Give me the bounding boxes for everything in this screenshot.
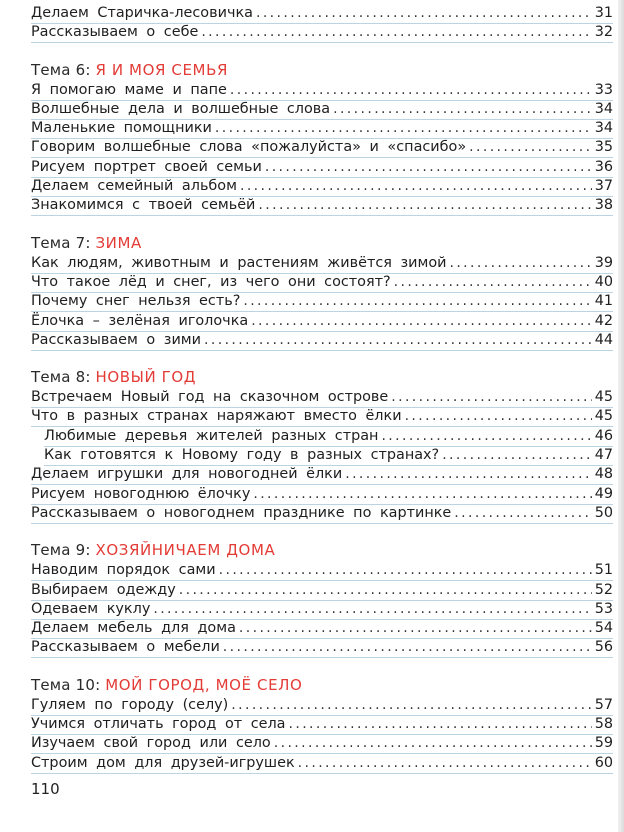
- entry-page: 45: [594, 408, 613, 425]
- entry-page: 52: [594, 581, 613, 598]
- theme-title: ЗИМА: [95, 233, 142, 252]
- entry-title: Как готовятся к Новому году в разных странах?: [44, 447, 440, 464]
- dot-leader: [333, 100, 592, 119]
- toc-entry[interactable]: [31, 254, 613, 274]
- toc-row[interactable]: [31, 273, 613, 292]
- entry-page: 38: [594, 197, 613, 214]
- toc-entry[interactable]: [31, 331, 613, 351]
- entry-title: Что такое лёд и снег, из чего они состоят?: [31, 273, 391, 290]
- entry-page: 50: [594, 504, 613, 521]
- toc-section-theme-9: [31, 540, 613, 657]
- dot-leader: [231, 696, 591, 715]
- dot-leader: [179, 581, 592, 600]
- entry-page: 54: [594, 620, 613, 637]
- toc-section-theme-8: [31, 367, 613, 523]
- theme-heading: [31, 60, 613, 80]
- toc-entry[interactable]: [31, 23, 613, 43]
- toc-row[interactable]: [31, 254, 613, 273]
- toc-section-theme-7: [31, 233, 613, 350]
- toc-row[interactable]: [31, 196, 613, 215]
- entry-page: 36: [594, 158, 613, 175]
- theme-heading: [31, 233, 613, 253]
- dot-leader: [394, 273, 592, 292]
- dot-leader: [442, 446, 591, 465]
- toc-entry[interactable]: [31, 100, 613, 120]
- toc-entry[interactable]: [44, 427, 613, 447]
- toc-row[interactable]: [31, 81, 613, 100]
- entry-page: 47: [594, 447, 613, 464]
- toc-row[interactable]: [31, 715, 613, 734]
- toc-row[interactable]: [31, 100, 613, 119]
- theme-title: Я И МОЯ СЕМЬЯ: [95, 60, 228, 79]
- entry-page: 41: [594, 293, 613, 310]
- entry-page: 35: [594, 139, 613, 156]
- dot-leader: [251, 312, 591, 331]
- entry-title: Гуляем по городу (селу): [31, 696, 229, 713]
- toc-entry[interactable]: [31, 696, 613, 716]
- entry-title: Учимся отличать город от села: [31, 716, 286, 733]
- toc-entry[interactable]: [31, 485, 613, 505]
- toc-section-continued: [31, 4, 613, 43]
- entry-title: Делаем семейный альбом: [31, 178, 237, 195]
- dot-leader: [240, 177, 592, 196]
- toc-entry[interactable]: [31, 561, 613, 581]
- entry-page: 45: [594, 389, 613, 406]
- entry-page: 56: [594, 639, 613, 656]
- toc-row[interactable]: [31, 600, 613, 619]
- toc-entry[interactable]: [31, 158, 613, 178]
- entry-page: 32: [594, 24, 613, 41]
- toc-row[interactable]: [31, 119, 613, 138]
- entry-page: 42: [594, 312, 613, 329]
- entry-title: Как людям, животным и растениям живётся зимой: [31, 254, 447, 271]
- entry-title: Волшебные дела и волшебные слова: [31, 100, 331, 117]
- dot-leader: [454, 504, 591, 523]
- entry-page: 34: [594, 100, 613, 117]
- toc-entry[interactable]: [31, 196, 613, 216]
- dot-leader: [265, 158, 592, 177]
- entry-title: Делаем игрушки для новогодней ёлки: [31, 466, 343, 483]
- toc-row[interactable]: [31, 138, 613, 157]
- page-number: 110: [31, 780, 60, 798]
- theme-label: Тема 8:: [31, 368, 91, 387]
- theme-label: Тема 10:: [31, 675, 101, 694]
- theme-heading: [31, 367, 613, 387]
- dot-leader: [239, 619, 592, 638]
- entry-page: 31: [594, 5, 613, 21]
- entry-page: 37: [594, 178, 613, 195]
- toc-entry[interactable]: [31, 138, 613, 158]
- entry-title: Любимые деревья жителей разных стран: [44, 427, 379, 444]
- dot-leader: [256, 4, 592, 23]
- toc-entry[interactable]: [31, 388, 613, 408]
- toc-entry[interactable]: [31, 177, 613, 197]
- theme-title: НОВЫЙ ГОД: [95, 368, 197, 387]
- toc-row[interactable]: [31, 177, 613, 196]
- toc-entry[interactable]: [31, 619, 613, 639]
- toc-row[interactable]: [31, 561, 613, 580]
- toc-row[interactable]: [31, 581, 613, 600]
- entry-page: 60: [594, 754, 613, 771]
- toc-row[interactable]: [31, 734, 613, 753]
- toc-entry[interactable]: [31, 273, 613, 293]
- theme-heading: [31, 675, 613, 695]
- dot-leader: [215, 119, 592, 138]
- entry-page: 48: [594, 466, 613, 483]
- dot-leader: [469, 138, 592, 157]
- entry-title: Рисуем портрет своей семьи: [31, 158, 262, 175]
- toc-entry[interactable]: [31, 407, 613, 427]
- entry-page: 33: [594, 81, 613, 98]
- entry-title: Делаем мебель для дома: [31, 620, 236, 637]
- toc-row[interactable]: [31, 619, 613, 638]
- theme-title: МОЙ ГОРОД, МОЁ СЕЛО: [105, 675, 303, 694]
- dot-leader: [405, 407, 592, 426]
- entry-page: 59: [594, 735, 613, 752]
- entry-title: Изучаем свой город или село: [31, 735, 271, 752]
- toc-section-theme-10: [31, 675, 613, 773]
- entry-title: Что в разных странах наряжают вместо ёлки: [31, 408, 402, 425]
- toc-entry[interactable]: [31, 715, 613, 735]
- dot-leader: [253, 485, 591, 504]
- dot-leader: [274, 734, 592, 753]
- toc-row[interactable]: [31, 754, 613, 773]
- toc-entry[interactable]: [31, 465, 613, 485]
- toc-entry[interactable]: [31, 81, 613, 101]
- dot-leader: [391, 388, 591, 407]
- entry-title: Делаем Старичка-лесовичка: [31, 5, 253, 21]
- entry-page: 46: [594, 427, 613, 444]
- theme-heading: [31, 540, 613, 560]
- entry-page: 34: [594, 120, 613, 137]
- entry-page: 39: [594, 254, 613, 271]
- entry-page: 49: [594, 485, 613, 502]
- dot-leader: [289, 715, 592, 734]
- entry-title: Почему снег нельзя есть?: [31, 293, 241, 310]
- toc-entry[interactable]: [31, 638, 613, 658]
- toc-row[interactable]: [31, 407, 613, 426]
- theme-label: Тема 9:: [31, 541, 91, 560]
- entry-title: Говорим волшебные слова «пожалуйста» и «спасибо»: [31, 139, 467, 156]
- toc-entry[interactable]: [31, 119, 613, 139]
- dot-leader: [204, 331, 592, 350]
- dot-leader: [243, 292, 591, 311]
- dot-leader: [345, 465, 591, 484]
- toc-entry[interactable]: [31, 600, 613, 620]
- entry-title: Наводим порядок сами: [31, 562, 216, 579]
- dot-leader: [153, 600, 591, 619]
- toc-row[interactable]: [31, 331, 613, 350]
- toc-entry[interactable]: [44, 446, 613, 466]
- entry-title: Рассказываем о себе: [31, 24, 199, 41]
- dot-leader: [258, 196, 591, 215]
- entry-title: Маленькие помощники: [31, 120, 212, 137]
- toc-entry[interactable]: [31, 292, 613, 312]
- dot-leader: [223, 638, 592, 657]
- entry-title: Рассказываем о мебели: [31, 639, 220, 656]
- toc-row-sub[interactable]: [31, 427, 613, 446]
- dot-leader: [449, 254, 591, 273]
- entry-title: Я помогаю маме и папе: [31, 81, 227, 98]
- theme-label: Тема 7:: [31, 233, 91, 252]
- dot-leader: [201, 23, 591, 42]
- toc-entry[interactable]: [31, 312, 613, 332]
- toc-row[interactable]: [31, 158, 613, 177]
- toc-row[interactable]: [31, 696, 613, 715]
- entry-title: Строим дом для друзей-игрушек: [31, 754, 295, 771]
- toc-row[interactable]: [31, 388, 613, 407]
- entry-page: 44: [594, 331, 613, 348]
- toc-entry[interactable]: [31, 504, 613, 524]
- dot-leader: [219, 561, 592, 580]
- theme-label: Тема 6:: [31, 60, 91, 79]
- toc-row[interactable]: [31, 638, 613, 657]
- toc-row[interactable]: [31, 4, 613, 23]
- toc-section-theme-6: [31, 60, 613, 216]
- page-edge: [618, 0, 624, 832]
- toc-row[interactable]: [31, 504, 613, 523]
- toc-row[interactable]: [31, 465, 613, 484]
- entry-title: Знакомимся с твоей семьёй: [31, 197, 256, 214]
- dot-leader: [298, 754, 592, 773]
- entry-title: Рассказываем о зими: [31, 331, 202, 348]
- entry-title: Ёлочка – зелёная иголочка: [31, 312, 249, 329]
- entry-title: Встречаем Новый год на сказочном острове: [31, 389, 389, 406]
- entry-title: Рисуем новогоднюю ёлочку: [31, 485, 251, 502]
- entry-title: Рассказываем о новогоднем празднике по картинке: [31, 504, 452, 521]
- dot-leader: [230, 81, 592, 100]
- theme-title: ХОЗЯЙНИЧАЕМ ДОМА: [95, 541, 276, 560]
- toc-row[interactable]: [31, 485, 613, 504]
- toc-row-sub[interactable]: [31, 446, 613, 465]
- toc-entry[interactable]: [31, 754, 613, 774]
- entry-page: 51: [594, 562, 613, 579]
- entry-page: 53: [594, 600, 613, 617]
- toc-entry[interactable]: [31, 581, 613, 601]
- entry-page: 58: [594, 716, 613, 733]
- entry-page: 40: [594, 273, 613, 290]
- entry-title: Одеваем куклу: [31, 600, 151, 617]
- dot-leader: [381, 427, 591, 446]
- toc-entry[interactable]: [31, 734, 613, 754]
- table-of-contents: [31, 4, 613, 790]
- entry-title: Выбираем одежду: [31, 581, 176, 598]
- toc-row[interactable]: [31, 292, 613, 311]
- toc-row[interactable]: [31, 312, 613, 331]
- toc-entry[interactable]: [31, 4, 613, 24]
- toc-row[interactable]: [31, 23, 613, 42]
- entry-page: 57: [594, 696, 613, 713]
